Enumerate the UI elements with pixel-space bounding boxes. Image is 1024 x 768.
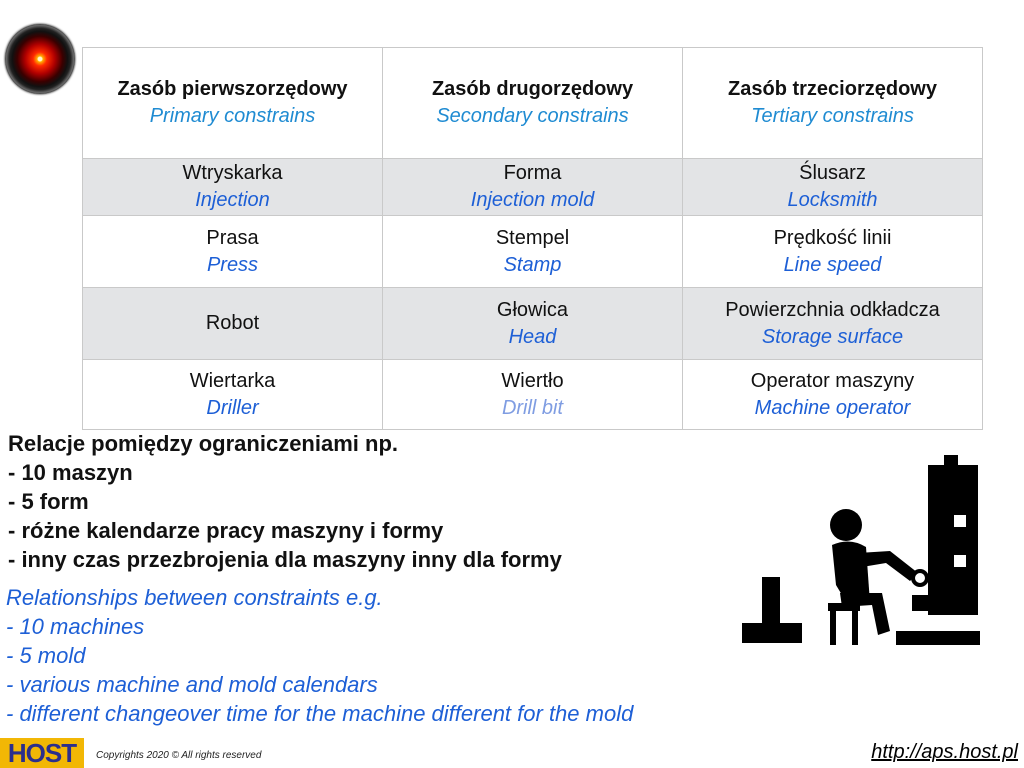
table-cell bbox=[83, 288, 383, 360]
list-item: - inny czas przezbrojenia dla maszyny inny dla formy bbox=[8, 547, 562, 572]
list-item: - 10 maszyn bbox=[8, 460, 133, 485]
cell-en: Press bbox=[206, 253, 259, 276]
table-row bbox=[83, 159, 983, 216]
table-cell bbox=[383, 216, 683, 288]
cell-pl: Wiertarka bbox=[189, 369, 276, 392]
list-item: - different changeover time for the machine different for the mold bbox=[6, 701, 634, 726]
cell-en: Injection mold bbox=[470, 189, 595, 211]
header-tertiary-pl: Zasób trzeciorzędowy bbox=[728, 78, 937, 100]
cell-en: Machine operator bbox=[754, 396, 911, 419]
cell-en: Line speed bbox=[783, 253, 882, 276]
cell-en: Drill bit bbox=[501, 396, 564, 419]
header-primary-en: Primary constrains bbox=[149, 105, 316, 127]
cell-en: Stamp bbox=[503, 253, 562, 276]
table-cell bbox=[83, 216, 383, 288]
table-cell bbox=[83, 159, 383, 216]
header-primary-pl: Zasób pierwszorzędowy bbox=[117, 78, 348, 100]
table-header-row bbox=[83, 48, 983, 159]
cell-en: Driller bbox=[206, 396, 259, 419]
list-item: - various machine and mold calendars bbox=[6, 672, 378, 697]
header-tertiary bbox=[683, 48, 983, 159]
host-logo: HOST bbox=[0, 738, 84, 768]
table-cell bbox=[383, 288, 683, 360]
cell-pl: Głowica bbox=[496, 298, 569, 321]
table-row bbox=[83, 288, 983, 360]
cell-pl: Operator maszyny bbox=[750, 369, 915, 392]
cell-en: Storage surface bbox=[761, 325, 904, 348]
table-cell bbox=[383, 159, 683, 216]
list-item: - 5 form bbox=[8, 489, 89, 514]
cell-en: Head bbox=[508, 325, 557, 348]
relations-pl bbox=[8, 429, 562, 574]
cell-pl: Forma bbox=[503, 162, 562, 184]
cell-pl: Ślusarz bbox=[799, 162, 866, 184]
list-item: - 10 machines bbox=[6, 614, 145, 639]
table-row bbox=[83, 360, 983, 430]
header-secondary bbox=[383, 48, 683, 159]
list-item: - różne kalendarze pracy maszyny i formy bbox=[8, 518, 444, 543]
cell-pl: Prasa bbox=[206, 226, 259, 249]
cell-en: Injection bbox=[195, 189, 270, 211]
cell-pl: Robot bbox=[205, 312, 260, 334]
copyright-text: Copyrights 2020 © All rights reserved bbox=[96, 750, 262, 761]
header-secondary-pl: Zasób drugorzędowy bbox=[431, 78, 634, 100]
table-cell bbox=[683, 159, 983, 216]
table-cell bbox=[83, 360, 383, 430]
constraints-table bbox=[82, 47, 983, 430]
cell-pl: Wtryskarka bbox=[182, 162, 283, 184]
website-link[interactable]: http://aps.host.pl bbox=[871, 741, 1018, 763]
list-item: - 5 mold bbox=[6, 643, 86, 668]
cell-pl: Stempel bbox=[495, 226, 570, 249]
relations-en-title: Relationships between constraints e.g. bbox=[6, 585, 383, 610]
header-secondary-en: Secondary constrains bbox=[436, 105, 629, 127]
relations-pl-title: Relacje pomiędzy ograniczeniami np. bbox=[8, 431, 398, 456]
header-primary bbox=[83, 48, 383, 159]
hal-eye-icon bbox=[5, 24, 75, 94]
header-tertiary-en: Tertiary constrains bbox=[751, 105, 914, 127]
cell-pl: Wiertło bbox=[501, 369, 564, 392]
cell-pl: Prędkość linii bbox=[773, 226, 892, 249]
cell-en: Locksmith bbox=[787, 189, 878, 211]
relations-en bbox=[6, 583, 633, 728]
table-cell bbox=[683, 360, 983, 430]
table-cell bbox=[683, 216, 983, 288]
table-cell bbox=[383, 360, 683, 430]
cell-pl: Powierzchnia odkładcza bbox=[725, 298, 940, 321]
table-row bbox=[83, 216, 983, 288]
machine-operator-icon bbox=[740, 455, 980, 645]
table-cell bbox=[683, 288, 983, 360]
